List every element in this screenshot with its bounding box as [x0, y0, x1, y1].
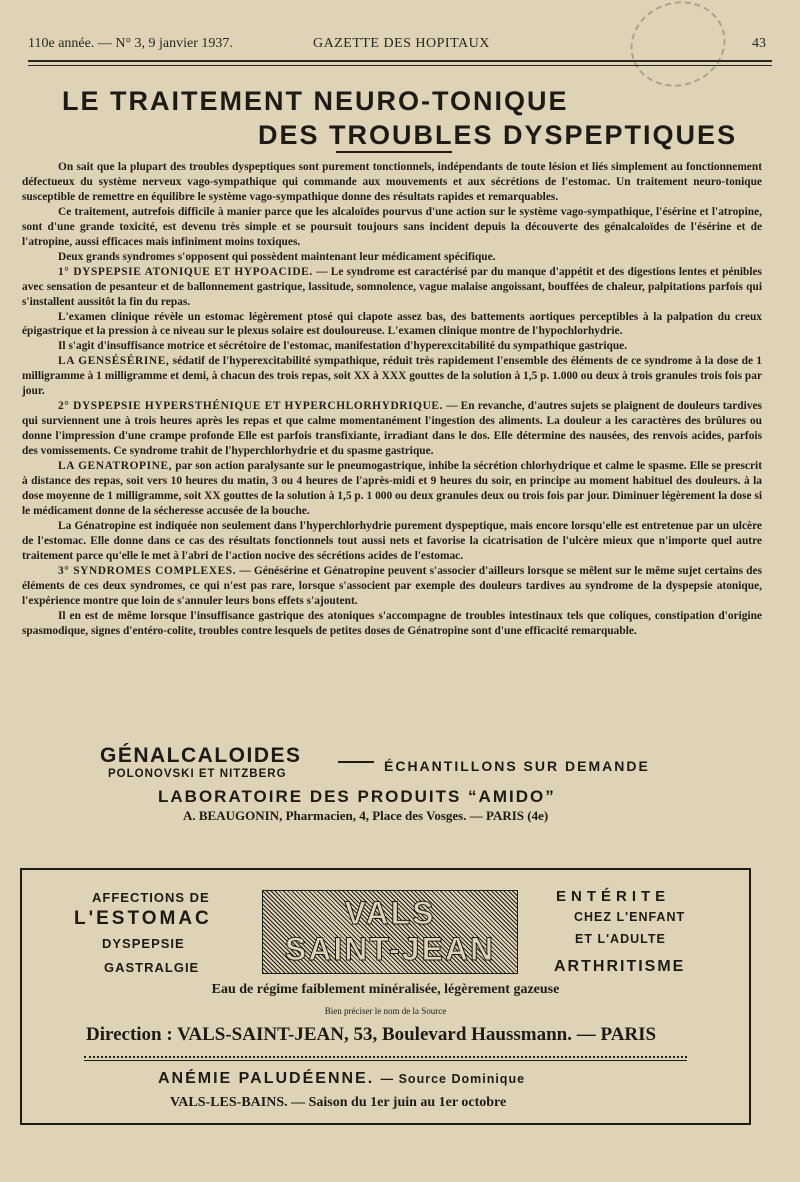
ad-direction: Direction : VALS-SAINT-JEAN, 53, Boulevard Haussmann. — PARIS	[86, 1024, 657, 1045]
paragraph	[22, 399, 762, 459]
paragraph: Deux grands syndromes s'opposent qui possèdent maintenant leur médicament spécifique.	[58, 250, 496, 263]
paragraph-text: — Génésérine et Génatropine peuvent s'associer d'ailleurs lorsque se mêlent sur le même sujet certains des éléments de ces deux syndromes, ce qui n'est pas rare, lorsque s'associent par exemple des douleurs tardives au syndrome de la dyspepsie atonique, l'expérience montre que loin de s'annuler leurs bons effets s'ajoutent.	[22, 564, 762, 607]
ad-divider	[84, 1056, 687, 1058]
section-heading: 3° SYNDROMES COMPLEXES.	[58, 564, 237, 577]
ad-brand: GÉNALCALOIDES	[100, 744, 302, 767]
article-title-line1: LE TRAITEMENT NEURO-TONIQUE	[62, 86, 569, 116]
ad-right-line1: ENTÉRITE	[556, 888, 671, 905]
article-title-line2: DES TROUBLES DYSPEPTIQUES	[258, 120, 738, 150]
ad-anemie-title: ANÉMIE PALUDÉENNE.	[158, 1070, 375, 1087]
paragraph-text: sédatif de l'hyperexcitabilité sympathique, réduit très rapidement l'ensemble des éléments de ce syndrome à la dose de 1 milligramme à 1 milligramme et demi, à chacun des trois repas, soit XX à XXX gouttes de la solution à 1,5 p. 1.000 ou deux à trois granules trois fois par jour.	[22, 355, 762, 398]
paragraph	[22, 564, 762, 609]
ad-note: Bien préciser le nom de la Source	[324, 1006, 447, 1016]
paragraph	[22, 459, 762, 519]
ad-right-line4: ARTHRITISME	[554, 958, 686, 975]
paragraph-text: — En revanche, d'autres sujets se plaignent de douleurs tardives qui surviennent une à trois heures après les repas et que calme momentanément l'ingestion des aliments. La douleur a les caractères des brûlures ou donne l'impression d'une crampe profonde Elle est parfois transfixiante, irradiant dans le dos. Elle détermine des nausées, des renvois acides, parfois des vomissements. Ce syndrome trahit de l'hyperchlorhydrie et du spasme gastrique.	[22, 400, 762, 458]
title-underline	[336, 151, 452, 153]
paragraph: Il s'agit d'insuffisance motrice et sécrétoire de l'estomac, manifestation d'hyperexcitabilité du sympathique gastrique.	[58, 340, 628, 353]
paragraph: On sait que la plupart des troubles dyspeptiques sont purement tonctionnels, indépendants de toute lésion et liés simplement au fonctionnement défectueux du système nerveux vago-sympathique qui commande aux mouvements et aux sécrétions de l'estomac. Un traitement neuro-tonique susceptible de remettre en équilibre le système vago-sympathique donne des résultats rapides et remarquables.	[22, 161, 762, 203]
ad-left-line4: GASTRALGIE	[104, 960, 200, 975]
drug-name: LA GENSÉSÉRINE,	[58, 355, 170, 368]
ad-dash	[338, 761, 374, 763]
section-heading: 1° DYSPEPSIE ATONIQUE ET HYPOACIDE.	[58, 265, 313, 278]
ad-authors: POLONOVSKI ET NITZBERG	[108, 768, 287, 780]
ad-laboratory: LABORATOIRE DES PRODUITS “AMIDO”	[158, 787, 556, 806]
vals-logo	[262, 890, 518, 974]
paragraph: Ce traitement, autrefois difficile à manier parce que les alcaloïdes pourvus d'une action sur le système vago-sympathique, l'ésérine et l'atropine, sont d'une grande toxicité, est devenu très simple et se poursuit toujours sans incident depuis la découverte des génalcaloïdes de l'ésérine et de l'atropine, aussi efficaces mais infiniment moins toxiques.	[22, 205, 762, 248]
paragraph	[22, 265, 762, 310]
ad-left-line2: L'ESTOMAC	[74, 908, 212, 929]
page-header	[28, 34, 772, 54]
paragraph-text: — Le syndrome est caractérisé par du manque d'appétit et des digestions lentes et pénibles avec sensation de pesanteur et de ballonnement gastrique, lassitude, somnolence, vague malaise angoissant, bouffées de chaleur, palpitations parfois qui s'installent aussitôt la fin du repas.	[22, 265, 762, 308]
vals-saint-jean-advertisement	[20, 868, 751, 1125]
paragraph-text: par son action paralysante sur le pneumogastrique, inhibe la sécrétion chlorhydrique et calme le spasme. Elle se prescrit à distance des repas, soit vers 10 heures du matin, 3 ou 4 heures de l'après-midi et 9 heures du soir, en principe au moment habituel des douleurs. à la dose moyenne de 1 milligramme, soit XX gouttes de la solution à 1,5 p. 1 000 ou deux granules deux ou trois fois par jour. Diminuer légèrement la dose si le médicament donne de la sécheresse accusée de la bouche.	[22, 460, 762, 517]
logo-line1: VALS	[344, 895, 436, 931]
page-number: 43	[752, 36, 766, 51]
genalcaloides-advertisement	[0, 744, 800, 824]
ad-anemie	[158, 1070, 525, 1088]
section-heading: 2° DYSPEPSIE HYPERSTHÉNIQUE ET HYPERCHLORHYDRIQUE.	[58, 400, 444, 413]
header-rule	[28, 60, 772, 62]
ad-left-line3: DYSPEPSIE	[102, 936, 185, 951]
drug-name: LA GENATROPINE,	[58, 460, 173, 473]
publication-name: GAZETTE DES HOPITAUX	[313, 36, 490, 51]
logo-line2: SAINT-JEAN	[284, 931, 496, 967]
ad-water-description: Eau de régime faiblement minéralisée, légèrement gazeuse	[211, 982, 560, 997]
ad-divider-thin	[84, 1060, 687, 1061]
paragraph	[22, 354, 762, 399]
paragraph: Il en est de même lorsque l'insuffisance gastrique des atoniques s'accompagne de troubles intestinaux tels que coliques, constipation d'origine spasmodique, signes d'entéro-colite, troubles contre lesquels de petites doses de Génatropine sont d'une efficacité remarquable.	[22, 609, 762, 637]
paragraph: La Génatropine est indiquée non seulement dans l'hyperchlorhydrie purement dyspeptique, mais encore lorsqu'elle est entretenue par un ulcère de l'estomac. Elle donne dans ce cas des résultats fonctionnels tout aussi nets et favorise la cicatrisation de l'ulcère mieux que n'importe quel autre traitement parce qu'elle le met à l'abri de l'action nocive des sécrétions acides de l'estomac.	[22, 519, 762, 562]
ad-address: A. BEAUGONIN, Pharmacien, 4, Place des Vosges. — PARIS (4e)	[183, 808, 549, 823]
header-rule-thin	[28, 65, 772, 66]
ad-season: VALS-LES-BAINS. — Saison du 1er juin au 1er octobre	[170, 1095, 507, 1110]
ad-right-line3: ET L'ADULTE	[575, 932, 666, 946]
paragraph: L'examen clinique révèle un estomac légèrement ptosé qui clapote assez bas, des battements aortiques perceptibles à la palpation du creux épigastrique et la pression à ce niveau sur le plexus solaire est douloureuse. L'examen clinique montre de l'hypochlorhydrie.	[22, 310, 762, 338]
article-body	[22, 160, 762, 639]
issue-info: 110e année. — N° 3, 9 janvier 1937.	[28, 36, 233, 51]
ad-source: — Source Dominique	[380, 1072, 526, 1086]
ad-left-line1: AFFECTIONS DE	[92, 890, 210, 905]
ad-samples: ÉCHANTILLONS SUR DEMANDE	[384, 758, 650, 774]
ad-right-line2: CHEZ L'ENFANT	[574, 910, 686, 924]
